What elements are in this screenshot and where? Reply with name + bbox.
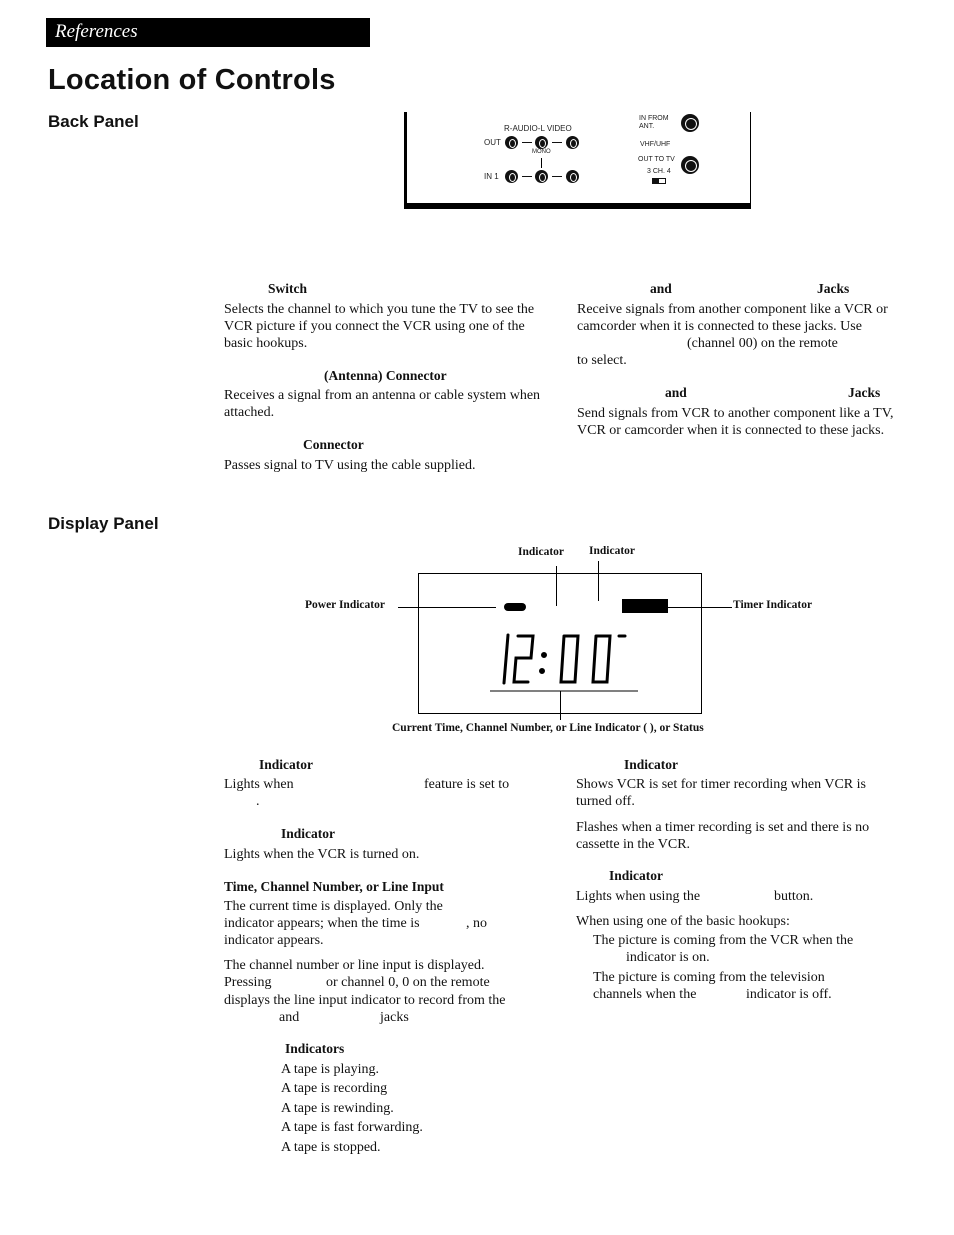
status-item-rewinding: A tape is rewinding.	[281, 1101, 394, 1116]
video-out-jack	[566, 136, 579, 149]
page-title: Location of Controls	[48, 64, 336, 96]
tv-connector-heading: Connector	[303, 437, 364, 452]
feature-indicator-text-c: .	[256, 794, 260, 809]
status-item-stopped: A tape is stopped.	[281, 1140, 381, 1155]
display-panel-heading: Display Panel	[48, 514, 159, 533]
status-callout-line	[560, 691, 561, 720]
in-jacks-heading: Jacks	[817, 281, 850, 296]
current-time-callout: Current Time, Channel Number, or Line Indicator ( ), or Status	[392, 722, 704, 734]
power-indicator-callout: Power Indicator	[305, 599, 385, 611]
in-jacks-select-note: to select.	[577, 353, 627, 368]
status-item-recording: A tape is recording	[281, 1081, 388, 1096]
channel-text-3: or channel 0, 0 on the remote	[326, 975, 490, 990]
antenna-connector-heading: (Antenna) Connector	[324, 368, 447, 383]
mono-link	[541, 158, 542, 168]
audio-r-out-jack	[505, 136, 518, 149]
in-jacks-description: Receive signals from another component like a VCR or camcorder when it is connected to these jacks. Use	[577, 302, 888, 334]
out-jacks-and: and	[665, 385, 687, 400]
audio-l-out-jack	[535, 136, 548, 149]
switch-heading: Switch	[268, 281, 308, 296]
hookup-line-2: indicator is on.	[626, 950, 710, 965]
time-text-3: , no	[466, 916, 487, 931]
hookup-line-3: The picture is coming from the television	[593, 970, 825, 985]
antenna-in-connector	[681, 114, 699, 132]
channel-text-1: The channel number or line input is displayed.	[224, 958, 485, 973]
power-indicator-led	[504, 603, 526, 611]
video-in-jack	[566, 170, 579, 183]
out-to-tv-connector	[681, 156, 699, 174]
channel-text-6: jacks	[380, 1010, 409, 1025]
hookup-line-5: indicator is off.	[746, 987, 832, 1002]
ch-switch-label: 3 CH. 4	[647, 168, 671, 175]
time-text-4: indicator appears.	[224, 933, 324, 948]
tv-connector-description: Passes signal to TV using the cable supplied.	[224, 458, 476, 473]
vcr-indicator-heading: Indicator	[609, 868, 663, 883]
jack-link	[552, 142, 562, 143]
time-text-2: indicator appears; when the time is	[224, 916, 420, 931]
antenna-connector-description: Receives a signal from an antenna or cable system when attached.	[224, 388, 541, 420]
channel-switch	[652, 178, 666, 184]
vcr-indicator-text-b: button.	[774, 889, 814, 904]
panel-edge-left	[404, 112, 407, 205]
in-jacks-remote-note: (channel 00) on the remote	[687, 336, 838, 351]
hookup-intro: When using one of the basic hookups:	[576, 914, 790, 929]
power-indicator-text: Lights when the VCR is turned on.	[224, 847, 420, 862]
jack-link	[552, 176, 562, 177]
clock-display	[490, 628, 640, 694]
channel-text-2: Pressing	[224, 975, 272, 990]
back-panel-heading: Back Panel	[48, 112, 139, 131]
out-to-tv-label: OUT TO TV	[638, 156, 675, 163]
panel-edge-bottom	[404, 203, 751, 209]
back-panel-diagram	[404, 112, 751, 209]
in-from-ant-label: IN FROM ANT.	[639, 115, 669, 130]
feature-indicator-text-b: feature is set to	[424, 777, 510, 792]
in-jacks-and: and	[650, 281, 672, 296]
indicator-callout-2: Indicator	[589, 545, 635, 557]
panel-edge-right	[750, 112, 751, 205]
mono-label: MONO	[532, 149, 551, 155]
out-label: OUT	[484, 138, 501, 147]
jack-link	[522, 176, 532, 177]
hookup-line-1: The picture is coming from the VCR when the	[593, 933, 854, 948]
time-text-1: The current time is displayed. Only the	[224, 899, 443, 914]
status-item-playing: A tape is playing.	[281, 1062, 379, 1077]
status-indicators-heading: Indicators	[285, 1041, 345, 1056]
channel-text-5: and	[279, 1010, 300, 1025]
switch-description: Selects the channel to which you tune the TV to see the VCR picture if you connect the VCR using one of the basic hookups.	[224, 302, 535, 351]
timer-indicator-block	[622, 599, 668, 613]
in1-label: IN 1	[484, 172, 499, 181]
vhf-uhf-label: VHF/UHF	[640, 141, 671, 148]
timer-indicator-callout: Timer Indicator	[733, 599, 813, 611]
timer-indicator-text-2: Flashes when a timer recording is set and there is no cassette in the VCR.	[576, 820, 870, 852]
channel-text-4: displays the line input indicator to record from the	[224, 993, 506, 1008]
section-header-bar	[46, 18, 370, 47]
feature-indicator-text-a: Lights when	[224, 777, 294, 792]
vcr-indicator-text-a: Lights when using the	[576, 889, 701, 904]
status-item-fast-forwarding: A tape is fast forwarding.	[281, 1120, 423, 1135]
section-label: References	[55, 21, 138, 42]
indicator-callout-1: Indicator	[518, 546, 564, 558]
audio-l-in-jack	[535, 170, 548, 183]
power-indicator-heading: Indicator	[281, 826, 335, 841]
hookup-line-4: channels when the	[593, 987, 697, 1002]
feature-indicator-heading: Indicator	[259, 757, 313, 772]
audio-r-in-jack	[505, 170, 518, 183]
timer-indicator-heading: Indicator	[624, 757, 678, 772]
out-jacks-heading: Jacks	[848, 385, 881, 400]
out-jacks-description: Send signals from VCR to another component like a TV, VCR or camcorder when it is connected to these jacks.	[577, 406, 894, 438]
time-channel-heading: Time, Channel Number, or Line Input	[224, 879, 444, 894]
audio-video-label: R-AUDIO-L VIDEO	[504, 124, 572, 133]
timer-indicator-text-1: Shows VCR is set for timer recording when VCR is turned off.	[576, 777, 866, 809]
jack-link	[522, 142, 532, 143]
